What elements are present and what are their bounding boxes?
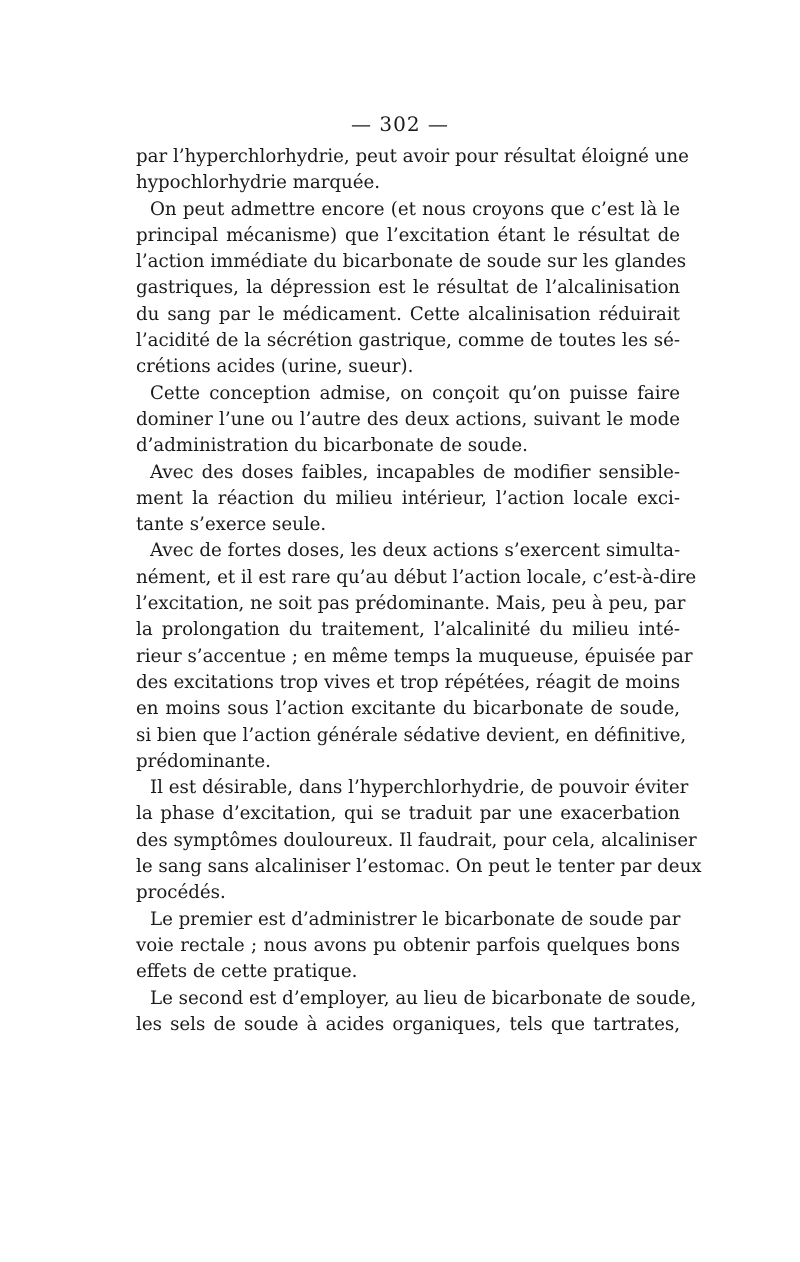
page-number: — 302 — — [351, 112, 449, 136]
paragraph-6-line-3: des symptômes douloureux. Il faudrait, pour cela, alcaliniser — [136, 829, 697, 851]
paragraph-2-line-7: crétions acides (urine, sueur). — [136, 356, 414, 378]
paragraph-8-line-2: les sels de soude à acides organiques, tels que tartrates, — [136, 1013, 680, 1035]
paragraph-4-line-3: tante s’exerce seule. — [136, 514, 327, 536]
paragraph-5-line-4: la prolongation du traitement, l’alcalinité du milieu inté- — [136, 619, 680, 641]
paragraph-2-line-1: On peut admettre encore (et nous croyons que c’est là le — [150, 198, 680, 220]
paragraph-2-line-6: l’acidité de la sécrétion gastrique, comme de toutes les sé- — [136, 330, 680, 352]
paragraph-4-line-2: ment la réaction du milieu intérieur, l’action locale exci- — [136, 487, 680, 509]
paragraph-5-line-9: prédominante. — [136, 750, 271, 772]
paragraph-7-line-3: effets de cette pratique. — [136, 961, 358, 983]
paragraph-6-line-2: la phase d’excitation, qui se traduit par une exacerbation — [136, 803, 680, 825]
paragraph-6-line-1: Il est désirable, dans l’hyperchlorhydrie, de pouvoir éviter — [150, 777, 689, 799]
paragraph-1-line-1: par l’hyperchlorhydrie, peut avoir pour résultat éloigné une — [136, 146, 689, 167]
paragraph-2-line-4: gastriques, la dépression est le résultat de l’alcalinisation — [136, 277, 680, 299]
paragraph-5-line-1: Avec de fortes doses, les deux actions s’exercent simulta- — [150, 540, 681, 562]
paragraph-3-line-1: Cette conception admise, on conçoit qu’on puisse faire — [150, 382, 680, 404]
paragraph-8-line-1: Le second est d’employer, au lieu de bicarbonate de soude, — [150, 987, 697, 1009]
paragraph-7-line-2: voie rectale ; nous avons pu obtenir parfois quelques bons — [136, 934, 680, 956]
paragraph-5-line-3: l’excitation, ne soit pas prédominante. Mais, peu à peu, par — [136, 593, 686, 615]
paragraph-7-line-1: Le premier est d’administrer le bicarbonate de soude par — [150, 908, 681, 930]
body-text — [136, 144, 702, 1038]
paragraph-5-line-2: nément, et il est rare qu’au début l’action locale, c’est-à-dire — [136, 566, 697, 588]
paragraph-1-line-2: hypochlorhydrie marquée. — [136, 172, 381, 194]
paragraph-6-line-4: le sang sans alcaliniser l’estomac. On peut le tenter par deux — [136, 856, 702, 878]
paragraph-2-line-2: principal mécanisme) que l’excitation étant le résultat de — [136, 224, 680, 246]
paragraph-5-line-5: rieur s’accentue ; en même temps la muqueuse, épuisée par — [136, 645, 693, 667]
paragraph-2-line-5: du sang par le médicament. Cette alcalinisation réduirait — [136, 303, 680, 325]
paragraph-4-line-1: Avec des doses faibles, incapables de modifier sensible- — [150, 461, 680, 483]
paragraph-6-line-5: procédés. — [136, 882, 226, 904]
paragraph-3-line-3: d’administration du bicarbonate de soude. — [136, 435, 528, 457]
paragraph-5-line-6: des excitations trop vives et trop répétées, réagit de moins — [136, 671, 681, 693]
paragraph-2-line-3: l’action immédiate du bicarbonate de soude sur les glandes — [136, 251, 687, 273]
paragraph-3-line-2: dominer l’une ou l’autre des deux actions, suivant le mode — [136, 408, 680, 430]
paragraph-5-line-8: si bien que l’action générale sédative devient, en définitive, — [136, 724, 687, 746]
paragraph-5-line-7: en moins sous l’action excitante du bicarbonate de soude, — [136, 698, 680, 720]
